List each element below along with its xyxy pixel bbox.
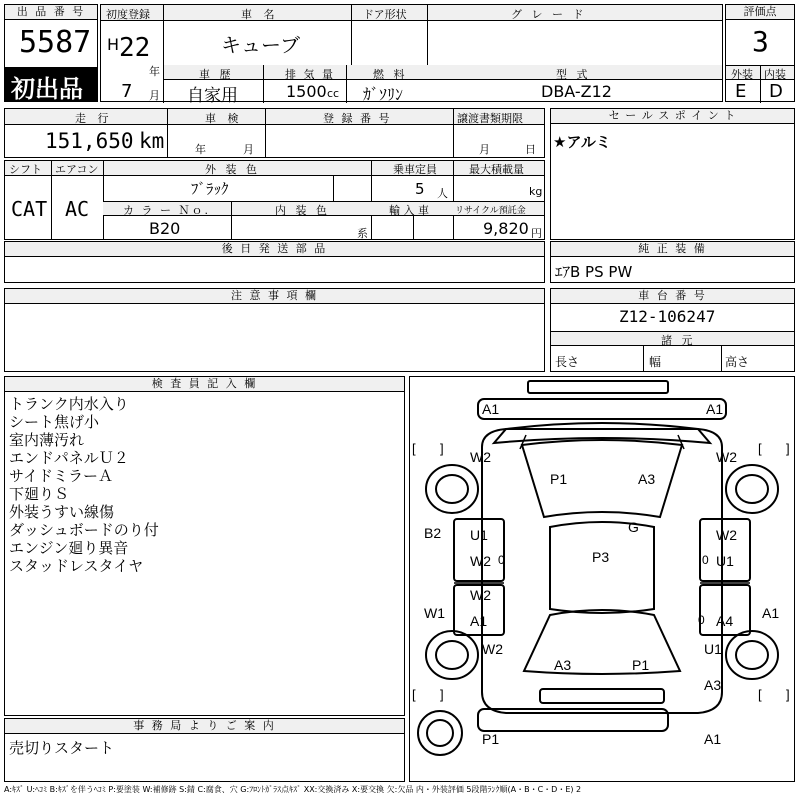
damage-mark: A3 bbox=[554, 657, 572, 673]
first-listing-badge bbox=[5, 67, 97, 101]
model: DBA-Z12 bbox=[541, 82, 612, 101]
notes-box bbox=[4, 288, 545, 372]
list-item: スタッドレスタイヤ bbox=[9, 557, 144, 575]
list-item: シート焦げ小 bbox=[9, 413, 100, 431]
insp-year-unit: 年 bbox=[195, 143, 206, 156]
chassis-label: 車 台 番 号 bbox=[551, 289, 794, 304]
fuel-label: 燃 料 bbox=[373, 68, 408, 81]
damage-mark: W2 bbox=[470, 553, 491, 569]
office-note: 売切りスタート bbox=[9, 739, 115, 757]
damage-mark: W2 bbox=[470, 449, 491, 465]
insp-month-unit: 月 bbox=[243, 143, 254, 156]
dims-width: 幅 bbox=[649, 355, 662, 369]
lot-number: 5587 bbox=[19, 25, 92, 60]
damage-mark: 0 bbox=[698, 613, 705, 627]
list-item: 外装うすい線傷 bbox=[9, 503, 115, 521]
shift: CAT bbox=[11, 197, 48, 221]
bracket: ] bbox=[786, 687, 790, 702]
dims-height: 高さ bbox=[725, 355, 750, 369]
mileage-unit: km bbox=[139, 129, 165, 153]
damage-mark: B2 bbox=[424, 525, 442, 541]
dims-label: 諸 元 bbox=[661, 334, 696, 347]
office-box bbox=[4, 718, 405, 782]
damage-mark: A3 bbox=[704, 677, 722, 693]
interior-grade: D bbox=[769, 81, 783, 102]
fuel: ｶﾞｿﾘﾝ bbox=[363, 85, 404, 104]
spec-grid bbox=[4, 160, 545, 240]
bracket: ] bbox=[440, 687, 444, 702]
damage-mark: A1 bbox=[482, 401, 500, 417]
bracket: [ bbox=[412, 441, 416, 456]
score-label: 評価点 bbox=[726, 5, 794, 20]
exterior-label: 外装 bbox=[731, 68, 753, 81]
bracket: [ bbox=[758, 441, 762, 456]
car-outline-diagram bbox=[410, 377, 794, 781]
list-item: ダッシュボードのり付 bbox=[9, 521, 159, 539]
era: H bbox=[107, 35, 120, 54]
displacement-unit: cc bbox=[327, 87, 340, 100]
header-grid bbox=[100, 4, 723, 106]
ext-color: ﾌﾞﾗｯｸ bbox=[191, 180, 229, 198]
damage-mark: P3 bbox=[592, 549, 610, 565]
damage-mark: A1 bbox=[470, 613, 488, 629]
damage-mark: A1 bbox=[762, 605, 780, 621]
aircon-label: エアコン bbox=[55, 163, 99, 176]
max-load-label: 最大積載量 bbox=[469, 163, 524, 176]
sales-point-label: セ ー ル ス ポ イ ン ト bbox=[551, 109, 794, 124]
office-label: 事 務 局 よ り ご 案 内 bbox=[5, 719, 404, 734]
bracket: [ bbox=[412, 687, 416, 702]
inspector-box bbox=[4, 376, 405, 716]
damage-mark: P1 bbox=[482, 731, 500, 747]
exterior-grade: E bbox=[735, 81, 747, 102]
color-no-label: カ ラ ー Ｎｏ. bbox=[123, 204, 210, 217]
bracket: ] bbox=[440, 441, 444, 456]
equipment-label: 純 正 装 備 bbox=[551, 242, 794, 257]
capacity-unit: 人 bbox=[437, 187, 448, 200]
damage-mark: 0 bbox=[702, 553, 709, 567]
year: 22 bbox=[119, 33, 151, 63]
list-item: 下廻りＳ bbox=[9, 485, 70, 503]
car-name: キューブ bbox=[221, 33, 300, 57]
damage-mark: P1 bbox=[550, 471, 568, 487]
history-label: 車 歴 bbox=[199, 68, 234, 81]
interior-label: 内装 bbox=[764, 68, 786, 81]
displacement: 1500 bbox=[286, 82, 327, 101]
transfer-month-unit: 月 bbox=[479, 143, 490, 156]
first-listing-text: 初出品 bbox=[11, 75, 83, 103]
transfer-label: 譲渡書類期限 bbox=[457, 112, 523, 125]
parts-label: 後 日 発 送 部 品 bbox=[5, 242, 544, 257]
list-item: 室内薄汚れ bbox=[9, 431, 85, 449]
damage-mark: W2 bbox=[716, 449, 737, 465]
damage-mark: W2 bbox=[482, 641, 503, 657]
month: 7 bbox=[121, 81, 133, 102]
int-color-suffix: 系 bbox=[357, 227, 368, 240]
damage-mark: A3 bbox=[638, 471, 656, 487]
list-item: トランク内水入り bbox=[9, 395, 129, 413]
damage-mark: A1 bbox=[706, 401, 724, 417]
list-item: エンジン廻り異音 bbox=[9, 539, 129, 557]
mileage-grid bbox=[4, 108, 545, 158]
shift-label: シフト bbox=[9, 163, 42, 176]
month-unit: 月 bbox=[149, 89, 160, 102]
mileage: 151,650 bbox=[45, 129, 134, 153]
chassis-box bbox=[550, 288, 795, 372]
lot-label: 出 品 番 号 bbox=[5, 5, 97, 20]
damage-mark: W2 bbox=[716, 527, 737, 543]
car-name-label: 車 名 bbox=[241, 8, 279, 21]
damage-mark: A4 bbox=[716, 613, 734, 629]
damage-mark: U1 bbox=[470, 527, 488, 543]
recycle-label: リサイクル預託金 bbox=[455, 206, 526, 216]
damage-mark: W1 bbox=[424, 605, 445, 621]
first-reg-label: 初度登録 bbox=[106, 8, 150, 21]
damage-diagram bbox=[409, 376, 795, 782]
bracket: ] bbox=[786, 441, 790, 456]
inspector-label: 検 査 員 記 入 欄 bbox=[5, 377, 404, 392]
import-label: 輸 入 車 bbox=[389, 204, 429, 217]
list-item: サイドミラーＡ bbox=[9, 467, 113, 485]
damage-mark: U1 bbox=[716, 553, 734, 569]
score: 3 bbox=[752, 25, 769, 58]
int-color-label: 内 装 色 bbox=[275, 204, 330, 217]
mileage-label: 走 行 bbox=[75, 112, 113, 125]
damage-mark: A1 bbox=[704, 731, 722, 747]
grade-label: グ レ ー ド bbox=[511, 8, 587, 21]
reg-no-label: 登 録 番 号 bbox=[323, 112, 392, 125]
year-unit: 年 bbox=[149, 65, 160, 78]
equipment: ｴｱB PS PW bbox=[555, 263, 633, 281]
max-load-unit: kg bbox=[529, 185, 543, 198]
history: 自家用 bbox=[187, 86, 238, 106]
color-no: B20 bbox=[149, 219, 181, 238]
capacity: 5 bbox=[415, 180, 425, 198]
notes-label: 注 意 事 項 欄 bbox=[5, 289, 544, 304]
equipment-box bbox=[550, 241, 795, 283]
inspection-label: 車 検 bbox=[205, 112, 243, 125]
dims-length: 長さ bbox=[555, 355, 580, 369]
transfer-day-unit: 日 bbox=[525, 143, 536, 156]
damage-mark: P1 bbox=[632, 657, 650, 673]
bracket: [ bbox=[758, 687, 762, 702]
door-label: ドア形状 bbox=[363, 8, 407, 21]
score-box bbox=[725, 4, 795, 102]
capacity-label: 乗車定員 bbox=[393, 163, 437, 176]
model-label: 型 式 bbox=[556, 68, 591, 81]
damage-mark: W2 bbox=[470, 587, 491, 603]
damage-mark: G bbox=[628, 519, 639, 535]
sales-point: ★アルミ bbox=[553, 133, 611, 151]
lot-box bbox=[4, 4, 98, 102]
legend-footer: A:ｷｽﾞ U:ﾍｺﾐ B:ｷｽﾞを伴うﾍｺﾐ P:要塗装 W:補修跡 S:錆 C:腐食、穴 G:ﾌﾛﾝﾄｶﾞﾗｽ点ｷｽﾞ XX:交換済み X:要交換 欠:欠品 内・外装評価 5段階ﾗﾝｸ順(A・B・C・D・E) 2 bbox=[4, 785, 582, 794]
inspector-notes-list bbox=[9, 395, 159, 575]
damage-mark: 0 bbox=[498, 553, 505, 567]
damage-mark: U1 bbox=[704, 641, 722, 657]
chassis: Z12-106247 bbox=[619, 307, 716, 326]
aircon: AC bbox=[65, 197, 90, 221]
parts-box bbox=[4, 241, 545, 283]
ext-color-label: 外 装 色 bbox=[205, 163, 260, 176]
recycle-unit: 円 bbox=[531, 227, 542, 240]
recycle: 9,820 bbox=[483, 219, 529, 238]
list-item: エンドパネルＵ２ bbox=[9, 449, 129, 467]
sales-point-box bbox=[550, 108, 795, 240]
displacement-label: 排 気 量 bbox=[285, 68, 335, 81]
